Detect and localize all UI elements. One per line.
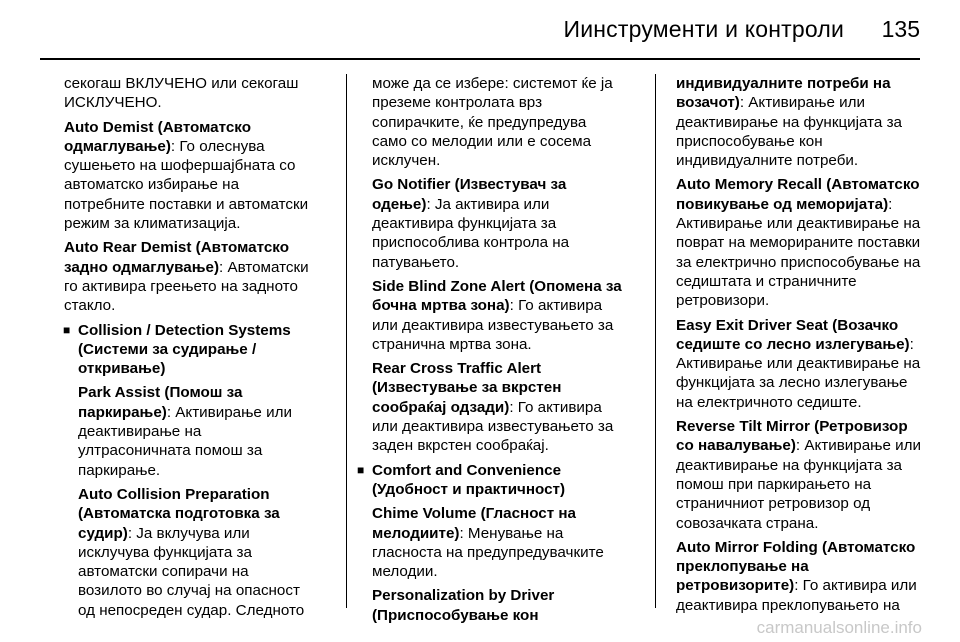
entry-term: Side Blind Zone Alert (Опомена за бочна мртва зона) [372, 277, 622, 315]
entry-term: Auto Collision Preparation (Автоматска подготовка за судир) [78, 485, 280, 542]
bullet-heading [63, 321, 316, 379]
bullet-square-icon: ■ [357, 462, 365, 477]
entry-auto-mirror-folding [676, 538, 924, 615]
entry-term: Auto Rear Demist (Автоматско задно одмаглување) [64, 239, 289, 276]
entry-park-assist [78, 383, 316, 479]
entry-term: индивидуалните потреби на возачот) [676, 75, 891, 112]
entry-auto-rear-demist [64, 238, 316, 315]
entry-text: : Го олеснува сушењето на шофершајбната со автоматско избирање на потребните поставки и автоматски режим за климатизација. [64, 137, 309, 233]
entry-text: : Менување на гласноста на предупредувачките мелодии. [372, 524, 604, 581]
text-column-2 [357, 74, 624, 630]
entry-text: : Автоматски го активира греењето на задното стакло. [64, 258, 309, 315]
entry-term: Park Assist (Помош за паркирање) [78, 384, 243, 421]
entry-text: : Активирање или деактивирање на функцијата за приспособување кон индивидуалните потреби. [676, 94, 902, 170]
page-header [0, 0, 960, 58]
entry-go-notifier [372, 175, 624, 271]
paragraph: секогаш ВКЛУЧЕНО или секогаш ИСКЛУЧЕНО. [64, 75, 299, 112]
entry-term: Reverse Tilt Mirror (Ретровизор со навалување) [676, 418, 908, 455]
entry-side-blind-zone [372, 277, 624, 354]
entry-auto-memory-recall [676, 175, 924, 310]
entry-text: : Ја активира или деактивира функцијата за приспособлива контрола на патувањето. [372, 195, 570, 271]
entry-term: Easy Exit Driver Seat (Возачко седиште со лесно излегување) [676, 316, 910, 353]
entry-term: Auto Memory Recall (Автоматско повикување од меморијата) [676, 176, 920, 213]
entry-term: Rear Cross Traffic Alert (Известување за вкрстен сообраќај одзади) [372, 360, 562, 416]
entry-text: : Активирање или деактивирање на функцијата за помош при паркирањето на страничниот ретровизор од совозачката страна. [676, 437, 921, 532]
entry-term: Chime Volume (Гласност на мелодиите) [372, 505, 577, 542]
entry-text: : Го активира или деактивира известувањето за странична мртва зона. [372, 297, 614, 353]
entry-text: : Активирање или деактивирање на поврат на меморираните поставки за електрично приспособување на седиштата и страничните ретровизори. [676, 195, 921, 310]
page-number: 135 [881, 16, 920, 42]
entry-term: Auto Mirror Folding (Автоматско преклопување на ретровизорите) [676, 538, 916, 595]
entry-rear-cross-traffic [372, 359, 624, 455]
entry-text: : Ја вклучува или исклучува функцијата за автоматски сопирачи на возилото во случај на опасност од непосреден судар. Следното [78, 524, 305, 619]
bullet-square-icon: ■ [63, 322, 71, 337]
entry-text: : Го активира или деактивира известувањето за заден вкрстен сообраќај. [372, 398, 614, 455]
bullet-section-collision [63, 321, 316, 620]
bullet-heading-text: Collision / Detection Systems (Системи за судирање / откривање) [78, 321, 291, 378]
entry-personalization [372, 586, 624, 625]
entry-term: Go Notifier (Известувач за одење) [372, 176, 567, 213]
text-column-1 [64, 74, 316, 625]
entry-auto-demist [64, 118, 316, 234]
entry-term: Personalization by Driver (Приспособување кон [372, 587, 555, 624]
paragraph: може да се избере: системот ќе ја преземе контролата врз сопирачките, ќе предупредува само со мелодии или е сосема исклучен. [372, 75, 613, 170]
entry-reverse-tilt-mirror [676, 417, 924, 533]
bullet-heading-text: Comfort and Convenience (Удобност и практичност) [372, 461, 566, 498]
text-column-3 [676, 74, 924, 620]
entry-text: : Активирање или деактивирање на ултрасоничната помош за паркирање. [78, 403, 292, 479]
bullet-heading [357, 461, 624, 500]
entry-text: : Го активира или деактивира преклопувањето на [676, 577, 917, 614]
entry-text: : Активирање или деактивирање на функцијата за лесно излегување на електричното седиште. [676, 335, 921, 411]
column-divider-1 [346, 74, 347, 608]
entry-chime-volume [372, 504, 624, 581]
entry-auto-collision-prep [78, 485, 316, 620]
entry-personalization-cont [676, 74, 924, 170]
entry-easy-exit-seat [676, 316, 924, 412]
column-divider-2 [655, 74, 656, 608]
page-title: Иинструменти и контроли [563, 16, 844, 42]
header-rule [40, 58, 920, 60]
bullet-section-comfort [357, 461, 624, 625]
watermark: carmanualsonline.info [756, 618, 922, 637]
entry-term: Auto Demist (Автоматско одмаглување) [64, 118, 251, 155]
